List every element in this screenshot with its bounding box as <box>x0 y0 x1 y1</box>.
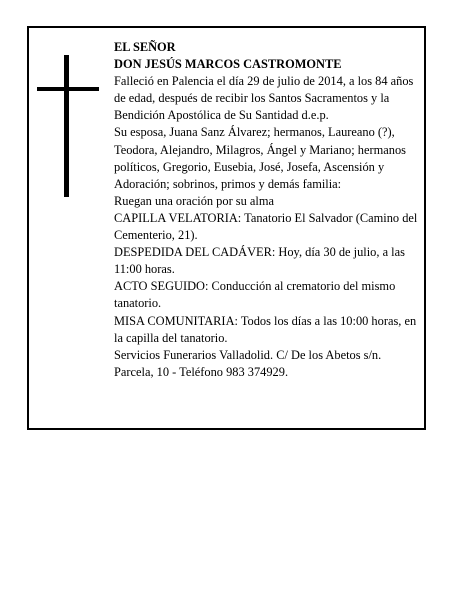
obituary-death-details: Falleció en Palencia el día 29 de julio de 2014, a los 84 años de edad, después de recibir los Santos Sacramentos y la Bendición Apostólica de Su Santidad d.e.p. <box>114 74 414 123</box>
obituary-title-line1: EL SEÑOR <box>114 40 176 54</box>
cross-vertical-bar <box>64 55 69 197</box>
latin-cross-icon <box>37 55 99 197</box>
obituary-prayer-request: Ruegan una oración por su alma <box>114 193 274 208</box>
obituary-funeral-services: Servicios Funerarios Valladolid. C/ De los Abetos s/n. Parcela, 10 - Teléfono 983 374929. <box>114 347 382 379</box>
obituary-wake-chapel: CAPILLA VELATORIA: Tanatorio El Salvador (Camino del Cementerio, 21). <box>114 210 418 243</box>
obituary-farewell: DESPEDIDA DEL CADÁVER: Hoy, día 30 de julio, a las 11:00 horas. <box>114 245 405 277</box>
obituary-family-list: Su esposa, Juana Sanz Álvarez; hermanos, Laureano (?), Teodora, Alejandro, Milagros, Ángel y Mariano; hermanos políticos, Gregorio, Eusebia, José, Josefa, Ascensión y Adoración; sobrinos, primos y demás familia: <box>114 125 406 191</box>
obituary-cremation: ACTO SEGUIDO: Conducción al crematorio del mismo tanatorio. <box>114 279 396 311</box>
obituary-deceased-name: DON JESÚS MARCOS CASTROMONTE <box>114 57 342 72</box>
cross-horizontal-bar <box>37 87 99 91</box>
obituary-mass: MISA COMUNITARIA: Todos los días a las 10:00 horas, en la capilla del tanatorio. <box>114 313 417 345</box>
obituary-text <box>114 39 420 381</box>
